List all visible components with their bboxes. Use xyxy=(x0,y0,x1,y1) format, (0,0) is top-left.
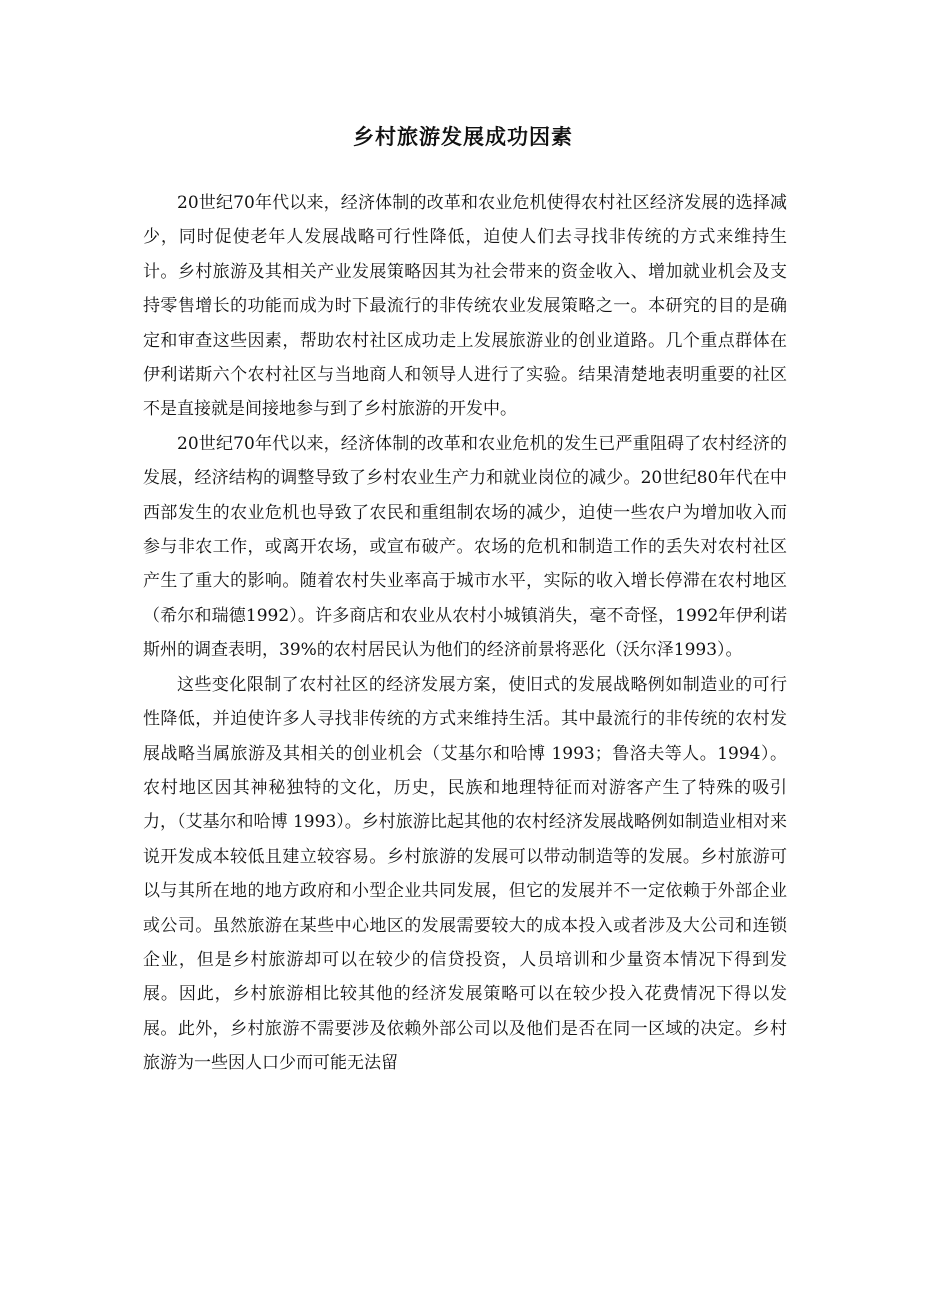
body-paragraph-2: 20世纪70年代以来，经济体制的改革和农业危机的发生已严重阻碍了农村经济的发展，经济结构的调整导致了乡村农业生产力和就业岗位的减少。20世纪80年代在中西部发生的农业危机也导致了农民和重组制农场的减少，迫使一些农户为增加收入而参与非农工作，或离开农场，或宣布破产。农场的危机和制造工作的丢失对农村社区产生了重大的影响。随着农村失业率高于城市水平，实际的收入增长停滞在农村地区（希尔和瑞德1992）。许多商店和农业从农村小城镇消失，毫不奇怪，1992年伊利诺斯州的调查表明，39%的农村居民认为他们的经济前景将恶化（沃尔泽1993）。 xyxy=(143,433,787,661)
body-paragraph-3: 这些变化限制了农村社区的经济发展方案，使旧式的发展战略例如制造业的可行性降低，并迫使许多人寻找非传统的方式来维持生活。其中最流行的非传统的农村发展战略当属旅游及其相关的创业机会（艾基尔和哈博 1993；鲁洛夫等人。1994）。农村地区因其神秘独特的文化，历史，民族和地理特征而对游客产生了特殊的吸引力，（艾基尔和哈博 1993）。乡村旅游比起其他的农村经济发展战略例如制造业相对来说开发成本较低且建立较容易。乡村旅游的发展可以带动制造等的发展。乡村旅游可以与其所在地的地方政府和小型企业共同发展，但它的发展并不一定依赖于外部企业或公司。虽然旅游在某些中心地区的发展需要较大的成本投入或者涉及大公司和连锁企业，但是乡村旅游却可以在较少的信贷投资，人员培训和少量资本情况下得到发展。因此，乡村旅游相比较其他的经济发展策略可以在较少投入花费情况下得以发展。此外，乡村旅游不需要涉及依赖外部公司以及他们是否在同一区域的决定。乡村旅游为一些因人口少而可能无法留 xyxy=(143,674,787,1074)
document-body xyxy=(143,186,787,1081)
body-paragraph-1: 20世纪70年代以来，经济体制的改革和农业危机使得农村社区经济发展的选择减少，同时促使老年人发展战略可行性降低，迫使人们去寻找非传统的方式来维持生计。乡村旅游及其相关产业发展策略因其为社会带来的资金收入、增加就业机会及支持零售增长的功能而成为时下最流行的非传统农业发展策略之一。本研究的目的是确定和审查这些因素，帮助农村社区成功走上发展旅游业的创业道路。几个重点群体在伊利诺斯六个农村社区与当地商人和领导人进行了实验。结果清楚地表明重要的社区不是直接就是间接地参与到了乡村旅游的开发中。 xyxy=(143,193,787,420)
document-title: 乡村旅游发展成功因素 xyxy=(353,125,573,149)
